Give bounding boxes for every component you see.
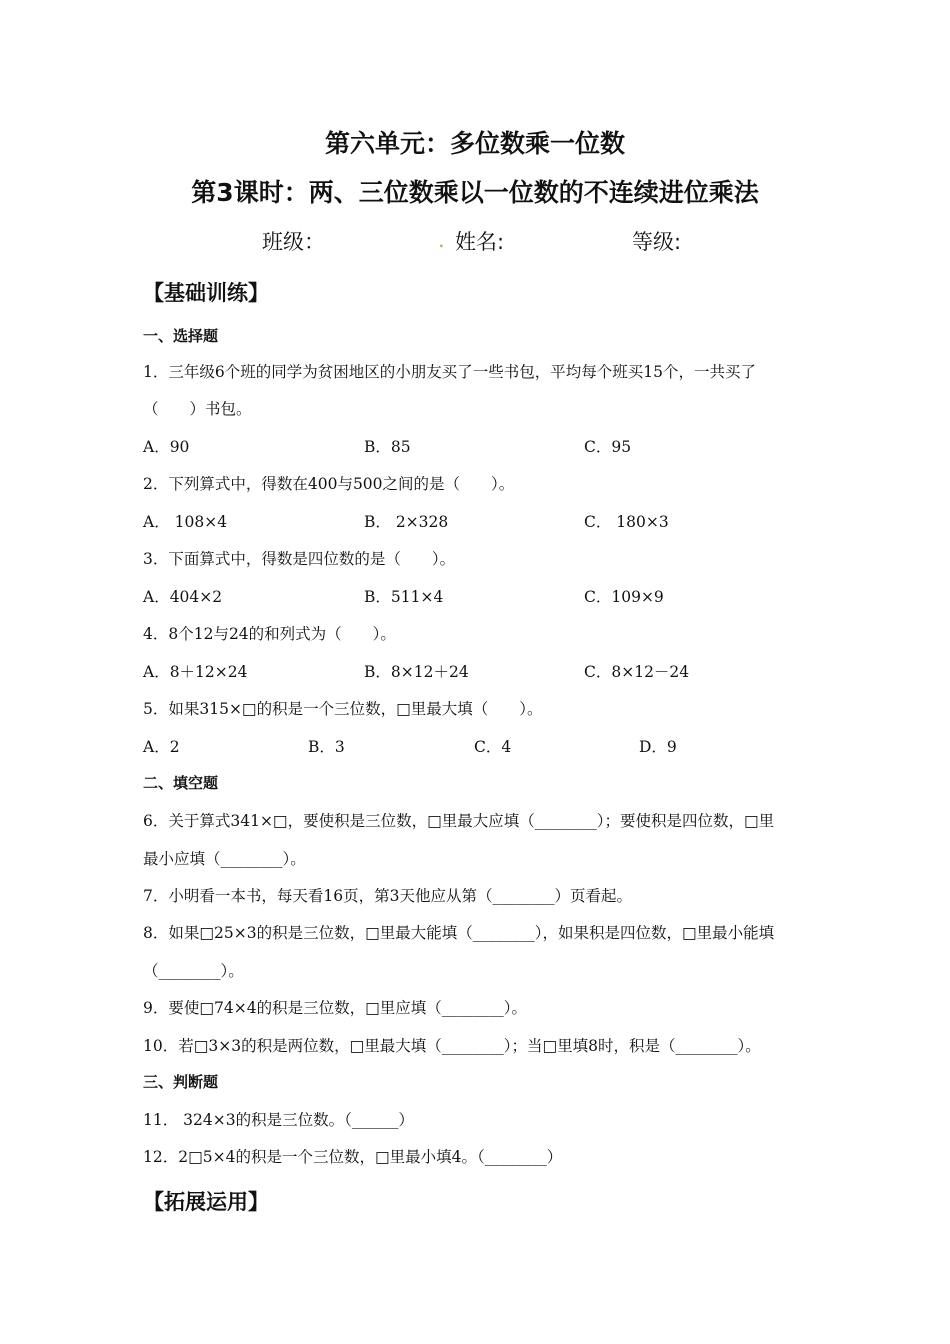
question-9: 9．要使□74×4的积是三位数，□里应填（________）。 [143, 999, 527, 1017]
grade-label: 等级: [632, 230, 682, 254]
question-11: 11． 324×3的积是三位数。（______） [143, 1111, 414, 1129]
question-6-line1: 6．关于算式341×□，要使积是三位数，□里最大应填（________）；要使积是四位数，□里 [143, 812, 775, 830]
question-1-line2: （ ）书包。 [143, 400, 252, 418]
q4-option-a: A．8＋12×24 [143, 663, 248, 681]
question-4: 4．8个12与24的和列式为（ ）。 [143, 625, 396, 643]
question-8-line1: 8．如果□25×3的积是三位数，□里最大能填（________），如果积是四位数，□里最小能填 [143, 924, 775, 942]
question-1-line1: 1．三年级6个班的同学为贫困地区的小朋友买了一些书包，平均每个班买15个，一共买了 [143, 363, 756, 381]
name-label: 姓名: [455, 230, 505, 254]
q5-option-d: D．9 [639, 738, 677, 756]
choice-section-heading: 一、选择题 [143, 327, 219, 345]
q2-option-a: A． 108×4 [143, 513, 228, 531]
question-5: 5．如果315×□的积是一个三位数，□里最大填（ ）。 [143, 700, 543, 718]
dot-mark: . [438, 228, 445, 252]
question-10: 10．若□3×3的积是两位数，□里最大填（________）；当□里填8时，积是（________）。 [143, 1037, 761, 1055]
question-3: 3．下面算式中，得数是四位数的是（ ）。 [143, 550, 456, 568]
q3-option-b: B．511×4 [364, 588, 444, 606]
q3-option-a: A．404×2 [143, 588, 223, 606]
question-2: 2．下列算式中，得数在400与500之间的是（ ）。 [143, 475, 515, 493]
q3-option-c: C．109×9 [584, 588, 664, 606]
page-title: 第六单元：多位数乘一位数 [324, 129, 625, 158]
basic-training-heading: 【基础训练】 [143, 281, 269, 305]
question-8-line2: （________）。 [143, 962, 244, 980]
q1-option-b: B．85 [364, 438, 411, 456]
q2-option-b: B． 2×328 [364, 513, 449, 531]
question-6-line2: 最小应填（________）。 [143, 850, 306, 868]
q1-option-a: A．90 [143, 438, 190, 456]
q5-option-c: C．4 [474, 738, 512, 756]
fill-section-heading: 二、填空题 [143, 774, 219, 792]
class-label: 班级： [262, 230, 325, 254]
q5-option-b: B．3 [308, 738, 345, 756]
lesson-subtitle: 第3课时：两、三位数乘以一位数的不连续进位乘法 [191, 178, 759, 207]
extend-heading: 【拓展运用】 [143, 1190, 269, 1214]
q4-option-c: C．8×12－24 [584, 663, 690, 681]
q2-option-c: C． 180×3 [584, 513, 669, 531]
judge-section-heading: 三、判断题 [143, 1073, 219, 1091]
q5-option-a: A．2 [143, 738, 180, 756]
q1-option-c: C．95 [584, 438, 632, 456]
q4-option-b: B．8×12＋24 [364, 663, 469, 681]
question-12: 12．2□5×4的积是一个三位数，□里最小填4。（________） [143, 1148, 563, 1166]
question-7: 7．小明看一本书，每天看16页，第3天他应从第（________）页看起。 [143, 887, 632, 905]
